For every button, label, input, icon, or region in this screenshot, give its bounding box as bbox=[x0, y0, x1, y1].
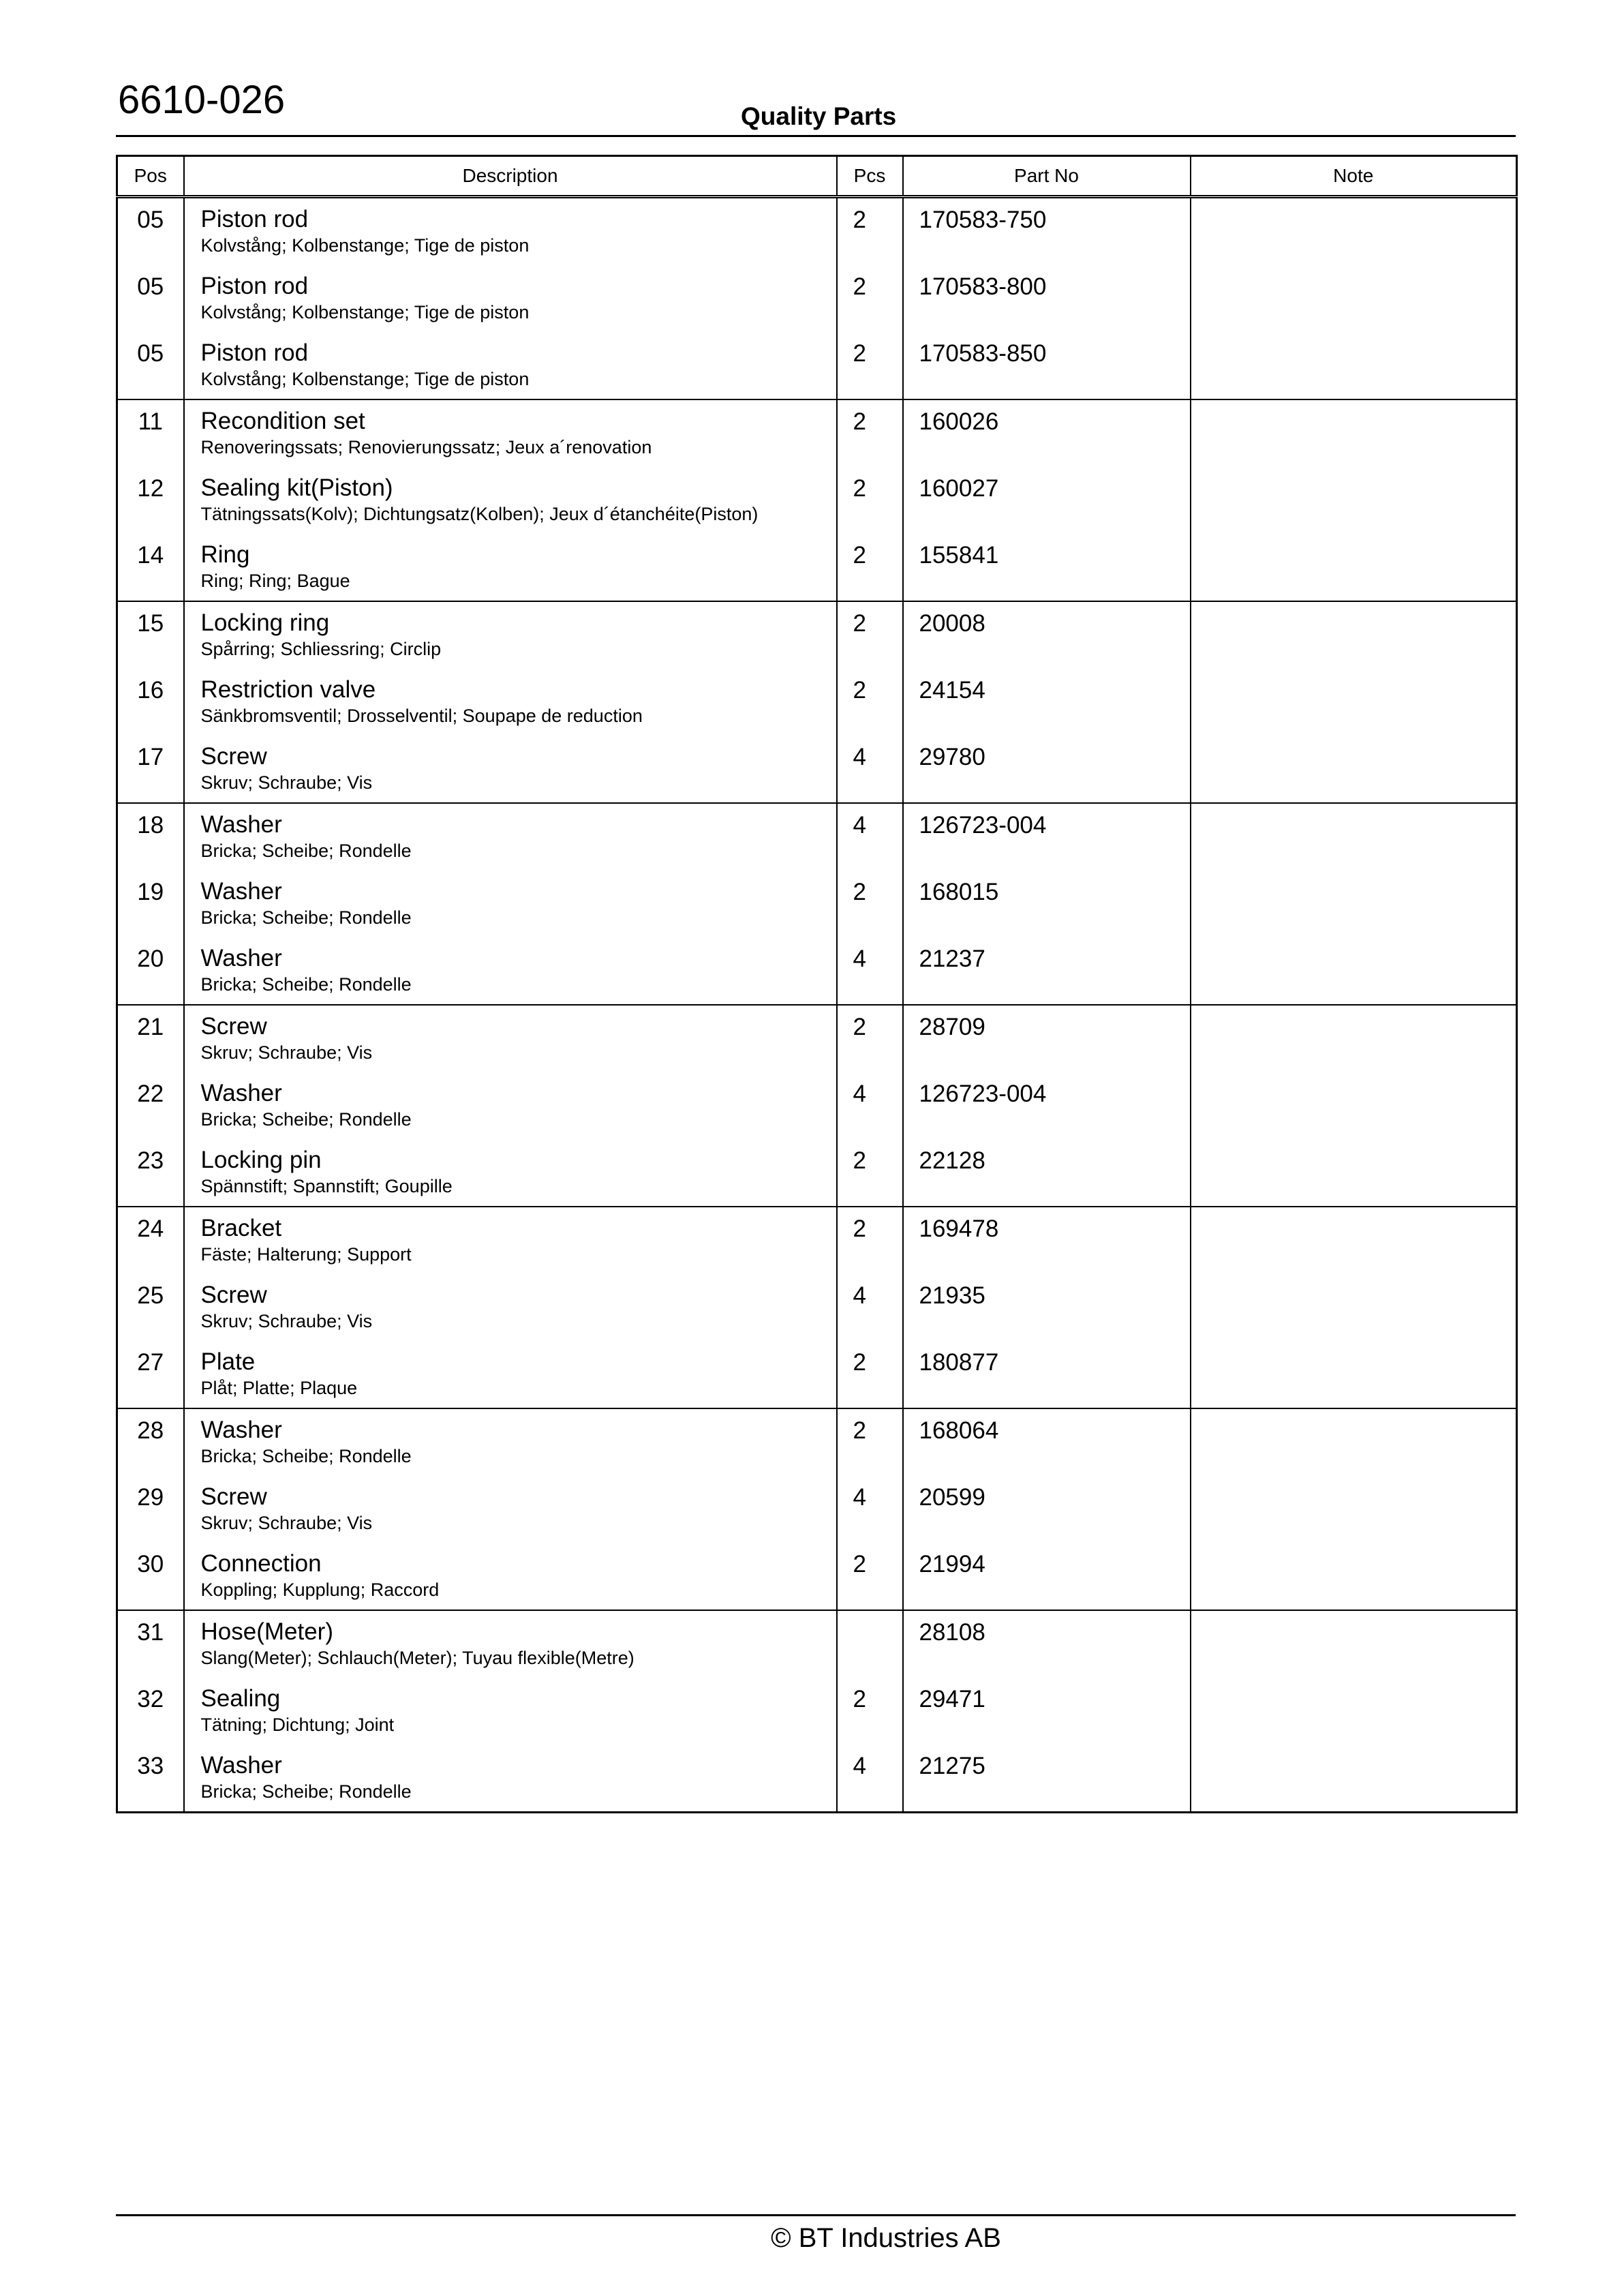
part-name: Recondition set bbox=[200, 408, 365, 434]
pcs-cell: 4 bbox=[837, 937, 903, 1005]
pcs-cell: 4 bbox=[837, 1476, 903, 1543]
table-row bbox=[117, 1005, 1517, 1072]
pos-cell: 30 bbox=[117, 1543, 184, 1610]
note-cell bbox=[1191, 332, 1517, 399]
pos-cell: 25 bbox=[117, 1274, 184, 1341]
part-translations: Bricka; Scheibe; Rondelle bbox=[200, 1446, 412, 1466]
note-cell bbox=[1191, 1139, 1517, 1207]
part-number-cell: 170583-750 bbox=[903, 197, 1191, 266]
pos-cell: 21 bbox=[117, 1005, 184, 1072]
pcs-cell: 2 bbox=[837, 265, 903, 332]
pos-cell: 18 bbox=[117, 803, 184, 871]
part-name: Piston rod bbox=[200, 339, 309, 366]
footer-divider bbox=[116, 2214, 1516, 2216]
description-cell bbox=[184, 399, 837, 467]
description-cell bbox=[184, 1207, 837, 1274]
table-row bbox=[117, 803, 1517, 871]
note-cell bbox=[1191, 197, 1517, 266]
part-translations: Kolvstång; Kolbenstange; Tige de piston bbox=[200, 235, 530, 256]
part-number-cell: 21994 bbox=[903, 1543, 1191, 1610]
part-name: Connection bbox=[200, 1550, 322, 1577]
table-row bbox=[117, 736, 1517, 803]
header-divider bbox=[116, 135, 1516, 137]
description-cell bbox=[184, 1744, 837, 1813]
pos-cell: 24 bbox=[117, 1207, 184, 1274]
part-name: Washer bbox=[200, 878, 282, 905]
pos-cell: 05 bbox=[117, 332, 184, 399]
pos-cell: 32 bbox=[117, 1678, 184, 1744]
part-name: Washer bbox=[200, 945, 282, 971]
pcs-cell: 4 bbox=[837, 1072, 903, 1139]
part-name: Locking ring bbox=[200, 609, 330, 636]
part-name: Screw bbox=[200, 743, 267, 770]
part-name: Piston rod bbox=[200, 206, 309, 232]
note-cell bbox=[1191, 265, 1517, 332]
description-cell bbox=[184, 669, 837, 736]
description-cell bbox=[184, 1274, 837, 1341]
part-translations: Ring; Ring; Bague bbox=[200, 571, 350, 591]
column-header-pcs: Pcs bbox=[837, 156, 903, 197]
part-number-cell: 126723-004 bbox=[903, 1072, 1191, 1139]
table-row bbox=[117, 399, 1517, 467]
part-translations: Bricka; Scheibe; Rondelle bbox=[200, 907, 412, 928]
description-cell bbox=[184, 736, 837, 803]
part-name: Hose(Meter) bbox=[200, 1618, 333, 1645]
table-row bbox=[117, 1072, 1517, 1139]
description-cell bbox=[184, 803, 837, 871]
table-row bbox=[117, 534, 1517, 601]
part-translations: Slang(Meter); Schlauch(Meter); Tuyau flexible(Metre) bbox=[200, 1648, 634, 1668]
part-number-cell: 180877 bbox=[903, 1341, 1191, 1408]
pos-cell: 28 bbox=[117, 1408, 184, 1476]
note-cell bbox=[1191, 803, 1517, 871]
description-cell bbox=[184, 601, 837, 669]
description-cell bbox=[184, 1139, 837, 1207]
table-row bbox=[117, 1610, 1517, 1678]
description-cell bbox=[184, 871, 837, 937]
part-translations: Bricka; Scheibe; Rondelle bbox=[200, 974, 412, 995]
part-translations: Skruv; Schraube; Vis bbox=[200, 1513, 373, 1533]
note-cell bbox=[1191, 1408, 1517, 1476]
part-translations: Plåt; Platte; Plaque bbox=[200, 1378, 358, 1398]
pcs-cell: 2 bbox=[837, 1408, 903, 1476]
part-translations: Spårring; Schliessring; Circlip bbox=[200, 639, 442, 659]
parts-table bbox=[116, 155, 1518, 1813]
note-cell bbox=[1191, 1744, 1517, 1813]
note-cell bbox=[1191, 1610, 1517, 1678]
pcs-cell: 2 bbox=[837, 871, 903, 937]
column-header-pos: Pos bbox=[117, 156, 184, 197]
description-cell bbox=[184, 1408, 837, 1476]
description-cell bbox=[184, 1610, 837, 1678]
pcs-cell: 2 bbox=[837, 1005, 903, 1072]
part-translations: Spännstift; Spannstift; Goupille bbox=[200, 1176, 453, 1196]
note-cell bbox=[1191, 871, 1517, 937]
pcs-cell: 2 bbox=[837, 1341, 903, 1408]
pcs-cell: 2 bbox=[837, 1543, 903, 1610]
pcs-cell: 2 bbox=[837, 197, 903, 266]
part-name: Piston rod bbox=[200, 273, 309, 299]
table-row bbox=[117, 1341, 1517, 1408]
part-number-cell: 168015 bbox=[903, 871, 1191, 937]
table-row bbox=[117, 669, 1517, 736]
part-translations: Koppling; Kupplung; Raccord bbox=[200, 1580, 440, 1600]
document-code: 6610-026 bbox=[118, 78, 286, 122]
part-translations: Fäste; Halterung; Support bbox=[200, 1244, 412, 1265]
table-row bbox=[117, 197, 1517, 266]
note-cell bbox=[1191, 399, 1517, 467]
part-name: Locking pin bbox=[200, 1147, 322, 1173]
description-cell bbox=[184, 1005, 837, 1072]
pcs-cell: 2 bbox=[837, 1139, 903, 1207]
pcs-cell: 4 bbox=[837, 1274, 903, 1341]
column-header-description: Description bbox=[184, 156, 837, 197]
part-number-cell: 21935 bbox=[903, 1274, 1191, 1341]
part-translations: Skruv; Schraube; Vis bbox=[200, 1311, 373, 1331]
part-translations: Renoveringssats; Renovierungssatz; Jeux a´renovation bbox=[200, 437, 652, 457]
part-name: Plate bbox=[200, 1348, 256, 1375]
part-translations: Bricka; Scheibe; Rondelle bbox=[200, 841, 412, 861]
note-cell bbox=[1191, 1005, 1517, 1072]
pos-cell: 15 bbox=[117, 601, 184, 669]
table-row bbox=[117, 871, 1517, 937]
part-number-cell: 160026 bbox=[903, 399, 1191, 467]
part-number-cell: 170583-850 bbox=[903, 332, 1191, 399]
pcs-cell: 2 bbox=[837, 467, 903, 534]
note-cell bbox=[1191, 1543, 1517, 1610]
pcs-cell: 2 bbox=[837, 1207, 903, 1274]
pos-cell: 14 bbox=[117, 534, 184, 601]
part-translations: Bricka; Scheibe; Rondelle bbox=[200, 1109, 412, 1130]
pos-cell: 31 bbox=[117, 1610, 184, 1678]
part-name: Washer bbox=[200, 811, 282, 838]
pos-cell: 19 bbox=[117, 871, 184, 937]
pcs-cell bbox=[837, 1610, 903, 1678]
pos-cell: 12 bbox=[117, 467, 184, 534]
pcs-cell: 4 bbox=[837, 803, 903, 871]
part-number-cell: 169478 bbox=[903, 1207, 1191, 1274]
part-translations: Skruv; Schraube; Vis bbox=[200, 1042, 373, 1063]
part-translations: Tätning; Dichtung; Joint bbox=[200, 1715, 395, 1735]
part-number-cell: 126723-004 bbox=[903, 803, 1191, 871]
note-cell bbox=[1191, 534, 1517, 601]
note-cell bbox=[1191, 669, 1517, 736]
part-number-cell: 21237 bbox=[903, 937, 1191, 1005]
note-cell bbox=[1191, 937, 1517, 1005]
table-row bbox=[117, 1744, 1517, 1813]
part-name: Washer bbox=[200, 1080, 282, 1106]
part-name: Screw bbox=[200, 1013, 267, 1040]
note-cell bbox=[1191, 736, 1517, 803]
part-number-cell: 22128 bbox=[903, 1139, 1191, 1207]
part-number-cell: 24154 bbox=[903, 669, 1191, 736]
pcs-cell: 2 bbox=[837, 534, 903, 601]
pos-cell: 27 bbox=[117, 1341, 184, 1408]
pos-cell: 23 bbox=[117, 1139, 184, 1207]
description-cell bbox=[184, 265, 837, 332]
pcs-cell: 2 bbox=[837, 601, 903, 669]
part-name: Ring bbox=[200, 541, 250, 568]
part-name: Bracket bbox=[200, 1215, 282, 1241]
note-cell bbox=[1191, 1341, 1517, 1408]
note-cell bbox=[1191, 1476, 1517, 1543]
part-number-cell: 21275 bbox=[903, 1744, 1191, 1813]
pos-cell: 33 bbox=[117, 1744, 184, 1813]
pos-cell: 11 bbox=[117, 399, 184, 467]
pcs-cell: 2 bbox=[837, 332, 903, 399]
part-number-cell: 20599 bbox=[903, 1476, 1191, 1543]
part-number-cell: 160027 bbox=[903, 467, 1191, 534]
part-name: Sealing bbox=[200, 1685, 281, 1712]
part-name: Screw bbox=[200, 1282, 267, 1308]
pcs-cell: 2 bbox=[837, 399, 903, 467]
part-name: Washer bbox=[200, 1417, 282, 1443]
description-cell bbox=[184, 1543, 837, 1610]
pos-cell: 22 bbox=[117, 1072, 184, 1139]
table-row bbox=[117, 601, 1517, 669]
table-row bbox=[117, 937, 1517, 1005]
note-cell bbox=[1191, 1678, 1517, 1744]
table-row bbox=[117, 1476, 1517, 1543]
description-cell bbox=[184, 197, 837, 266]
pos-cell: 16 bbox=[117, 669, 184, 736]
pcs-cell: 2 bbox=[837, 669, 903, 736]
description-cell bbox=[184, 1678, 837, 1744]
column-header-note: Note bbox=[1191, 156, 1517, 197]
part-name: Sealing kit(Piston) bbox=[200, 474, 393, 501]
part-number-cell: 29780 bbox=[903, 736, 1191, 803]
part-number-cell: 28108 bbox=[903, 1610, 1191, 1678]
part-number-cell: 29471 bbox=[903, 1678, 1191, 1744]
part-translations: Kolvstång; Kolbenstange; Tige de piston bbox=[200, 302, 530, 322]
table-row bbox=[117, 1408, 1517, 1476]
note-cell bbox=[1191, 601, 1517, 669]
part-name: Restriction valve bbox=[200, 676, 376, 703]
pcs-cell: 4 bbox=[837, 736, 903, 803]
description-cell bbox=[184, 1476, 837, 1543]
note-cell bbox=[1191, 1274, 1517, 1341]
pcs-cell: 2 bbox=[837, 1678, 903, 1744]
note-cell bbox=[1191, 1207, 1517, 1274]
part-number-cell: 168064 bbox=[903, 1408, 1191, 1476]
column-header-part-no: Part No bbox=[903, 156, 1191, 197]
parts-table-body bbox=[117, 197, 1517, 1813]
table-row bbox=[117, 467, 1517, 534]
table-row bbox=[117, 1139, 1517, 1207]
part-translations: Bricka; Scheibe; Rondelle bbox=[200, 1781, 412, 1802]
description-cell bbox=[184, 467, 837, 534]
part-translations: Kolvstång; Kolbenstange; Tige de piston bbox=[200, 369, 530, 389]
page-title: Quality Parts bbox=[741, 102, 897, 130]
description-cell bbox=[184, 534, 837, 601]
pos-cell: 05 bbox=[117, 197, 184, 266]
part-number-cell: 170583-800 bbox=[903, 265, 1191, 332]
part-number-cell: 20008 bbox=[903, 601, 1191, 669]
copyright-notice: © BT Industries AB bbox=[771, 2223, 1001, 2253]
description-cell bbox=[184, 1072, 837, 1139]
part-translations: Sänkbromsventil; Drosselventil; Soupape de reduction bbox=[200, 706, 643, 726]
part-number-cell: 155841 bbox=[903, 534, 1191, 601]
pos-cell: 17 bbox=[117, 736, 184, 803]
table-row bbox=[117, 332, 1517, 399]
pos-cell: 20 bbox=[117, 937, 184, 1005]
pos-cell: 05 bbox=[117, 265, 184, 332]
table-row bbox=[117, 1543, 1517, 1610]
part-translations: Tätningssats(Kolv); Dichtungsatz(Kolben); Jeux d´étanchéite(Piston) bbox=[200, 504, 759, 524]
part-name: Washer bbox=[200, 1752, 282, 1779]
part-number-cell: 28709 bbox=[903, 1005, 1191, 1072]
description-cell bbox=[184, 1341, 837, 1408]
description-cell bbox=[184, 332, 837, 399]
pos-cell: 29 bbox=[117, 1476, 184, 1543]
note-cell bbox=[1191, 1072, 1517, 1139]
part-translations: Skruv; Schraube; Vis bbox=[200, 772, 373, 793]
pcs-cell: 4 bbox=[837, 1744, 903, 1813]
table-row bbox=[117, 1274, 1517, 1341]
table-row bbox=[117, 1678, 1517, 1744]
description-cell bbox=[184, 937, 837, 1005]
part-name: Screw bbox=[200, 1483, 267, 1510]
table-row bbox=[117, 1207, 1517, 1274]
note-cell bbox=[1191, 467, 1517, 534]
table-header-row bbox=[117, 156, 1517, 197]
table-row bbox=[117, 265, 1517, 332]
